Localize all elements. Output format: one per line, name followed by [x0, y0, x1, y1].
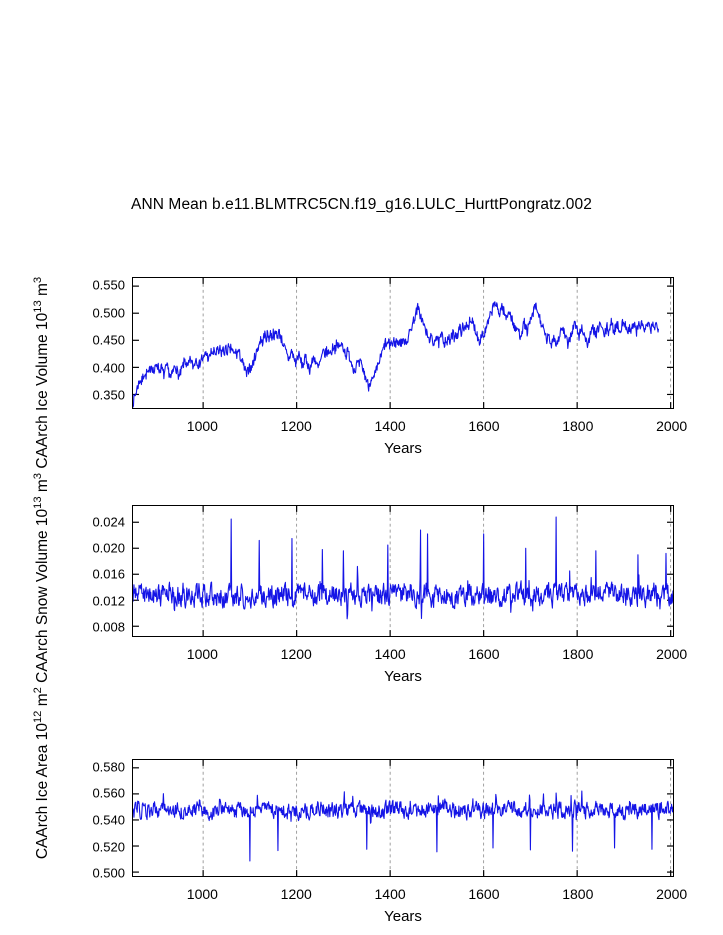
- global-ylabel-text: CAArch Ice Area $10^{12}$ $m^2$ CAArch Snow Volume $10^{13}$ $m^3$ CAArch Ice Volume $10^{13}$ $m^3$: [32, 276, 52, 860]
- y-tick-label: 0.500: [92, 305, 125, 321]
- plot-frame-ice-volume: [132, 277, 674, 409]
- x-axis-title-ice-area: Years: [384, 908, 422, 925]
- plot-area-ice-volume: [133, 278, 673, 408]
- x-tick-label: 1000: [186, 886, 218, 902]
- y-tick-label: 0.020: [92, 540, 125, 556]
- x-tick-label: 2000: [656, 886, 688, 902]
- y-tick-label: 0.500: [92, 865, 125, 881]
- x-tick-label: 1000: [186, 646, 218, 662]
- plot-panel-ice-volume: [92, 277, 688, 457]
- data-series-line: [133, 791, 673, 861]
- plot-area-ice-area: [133, 760, 673, 876]
- x-tick-label: 1600: [468, 418, 500, 434]
- plot-frame-ice-area: [132, 759, 674, 877]
- data-series-line: [133, 517, 673, 619]
- y-tick-label: 0.560: [92, 785, 125, 801]
- y-tick-label: 0.450: [92, 332, 125, 348]
- global-y-axis-label: [28, 228, 52, 908]
- x-tick-label: 1400: [374, 886, 406, 902]
- plot-panel-ice-area: [92, 759, 688, 925]
- x-axis-title-snow-volume: Years: [384, 668, 422, 685]
- x-tick-label: 1800: [562, 646, 594, 662]
- x-tick-label: 1200: [280, 886, 312, 902]
- y-tick-label: 0.350: [92, 387, 125, 403]
- x-tick-label: 1200: [280, 418, 312, 434]
- x-tick-label: 1800: [562, 418, 594, 434]
- x-tick-label: 1400: [374, 646, 406, 662]
- y-tick-label: 0.520: [92, 839, 125, 854]
- y-tick-label: 0.580: [92, 759, 125, 775]
- plot-panel-snow-volume: [92, 505, 688, 685]
- x-tick-label: 1800: [562, 886, 594, 902]
- data-series-line: [133, 302, 659, 408]
- x-tick-label: 1000: [186, 418, 218, 434]
- plot-area-snow-volume: [133, 506, 673, 636]
- y-tick-label: 0.550: [92, 277, 125, 293]
- plot-frame-snow-volume: [132, 505, 674, 637]
- x-tick-label: 1400: [374, 418, 406, 434]
- y-tick-label: 0.540: [92, 812, 125, 828]
- x-tick-label: 2000: [656, 418, 688, 434]
- x-tick-label: 1600: [468, 886, 500, 902]
- y-tick-label: 0.016: [92, 566, 125, 582]
- y-tick-label: 0.012: [92, 593, 125, 609]
- x-tick-label: 1200: [280, 646, 312, 662]
- x-tick-label: 1600: [468, 646, 500, 662]
- y-tick-label: 0.008: [92, 619, 125, 635]
- x-tick-label: 2000: [656, 646, 688, 662]
- y-tick-label: 0.024: [92, 514, 125, 529]
- y-tick-label: 0.400: [92, 360, 125, 376]
- x-axis-title-ice-volume: Years: [384, 440, 422, 457]
- figure-title: ANN Mean b.e11.BLMTRC5CN.f19_g16.LULC_HurttPongratz.002: [131, 196, 592, 213]
